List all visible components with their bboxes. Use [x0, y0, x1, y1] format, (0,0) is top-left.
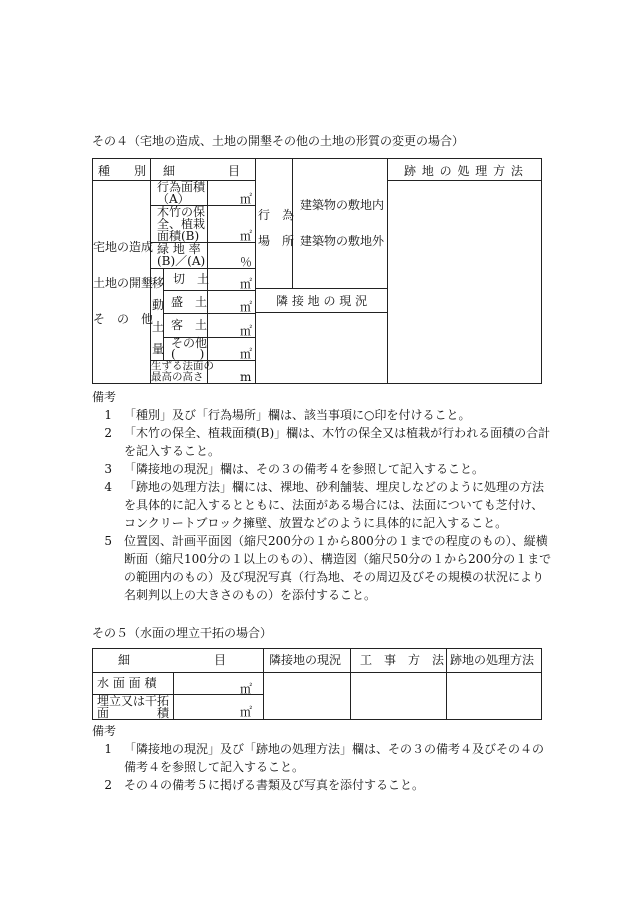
unit-m2: ㎡: [240, 324, 253, 338]
row-fill: 盛 土: [171, 295, 208, 309]
neighbor-header: 隣 接 地 の 現 況: [276, 294, 368, 308]
unit-m: m: [240, 370, 252, 384]
unit-m2: ㎡: [240, 277, 253, 291]
unit-m2: ㎡: [240, 705, 253, 719]
notes5-heading: 備考: [92, 724, 117, 738]
place-inside: 建築物の敷地内: [300, 198, 385, 212]
row-water-area: 水 面 面 積: [97, 676, 157, 690]
section4-title: その４（宅地の造成、土地の開墾その他の土地の形質の変更の場合）: [92, 134, 465, 148]
unit-m2: ㎡: [240, 192, 253, 206]
row-cut: 切 土: [173, 272, 210, 286]
row-green-ratio: 緑 地 率 (B)／(A): [157, 242, 206, 268]
row-import-soil: 客 土: [171, 318, 208, 332]
unit-m2: ㎡: [240, 347, 253, 361]
unit-m2: ㎡: [240, 682, 253, 696]
type-housing: 宅地の造成: [93, 240, 154, 254]
place-outside: 建築物の敷地外: [300, 234, 385, 248]
col-item-header: 細 目: [163, 164, 242, 178]
row-area-a: 行為面積 （A）: [157, 180, 206, 206]
sec5-col-neighbor: 隣接地の現況: [269, 653, 342, 667]
unit-m2: ㎡: [240, 229, 253, 243]
col-method-header: 跡 地 の 処 理 方 法: [404, 164, 524, 178]
sec5-col-item: 細 目: [118, 653, 227, 667]
type-cultivation: 土地の開墾: [93, 276, 154, 290]
sec5-col-method: 跡地の処理方法: [450, 653, 535, 667]
soil-movement-label: 移 動 土 量: [152, 276, 165, 356]
unit-percent: ％: [240, 255, 253, 269]
notes4-heading: 備考: [92, 390, 117, 404]
row-reclaim-area: 埋立又は干拓 面 積: [97, 694, 170, 720]
type-other: そ の 他: [93, 312, 154, 326]
col-place-header: 行 為 場 所: [258, 208, 295, 248]
unit-m2: ㎡: [240, 300, 253, 314]
row-planting-area-b: 木竹の保 全、植栽 面積(B): [157, 205, 206, 243]
sec5-col-work-method: 工 事 方 法: [360, 653, 445, 667]
row-other: その他 ( ): [171, 336, 208, 361]
row-slope-height: 生ずる法面の 最高の高さ: [151, 360, 214, 383]
col-type-header: 種 別: [98, 164, 147, 178]
section5-title: その５（水面の埋立干拓の場合）: [92, 626, 273, 640]
